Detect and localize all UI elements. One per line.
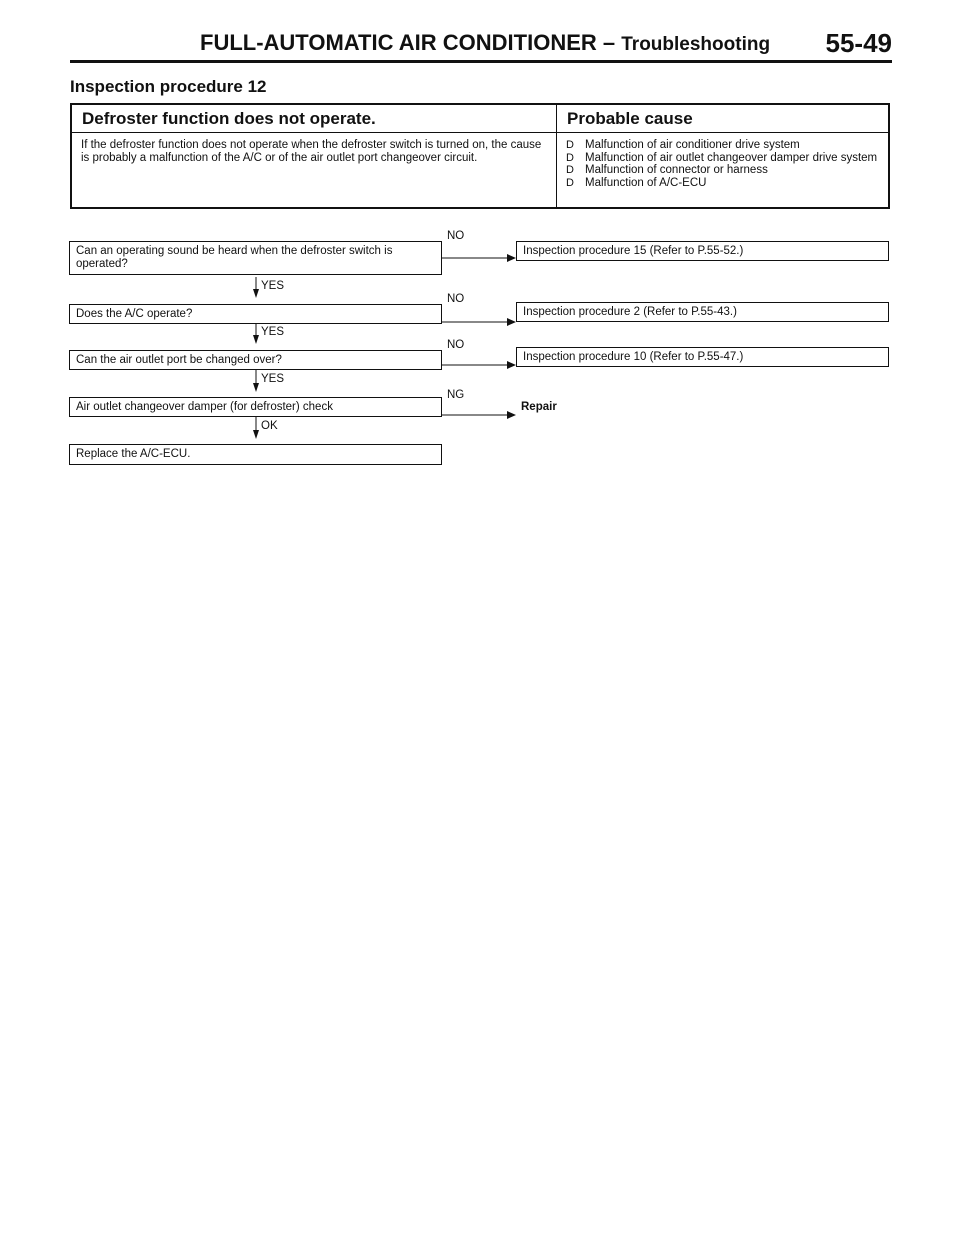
symptom-description: If the defroster function does not operate when the defroster switch is turned on, the cause is probably a malfunction of the A/C or of the air outlet port changeover circuit. <box>81 139 542 164</box>
cause-item-text: Malfunction of air outlet changeover damper drive system <box>585 151 878 164</box>
branch-label: NO <box>447 339 465 351</box>
header-title-separator: – <box>596 30 622 55</box>
header-title-main: FULL-AUTOMATIC AIR CONDITIONER <box>200 30 597 55</box>
branch-result-box: Inspection procedure 2 (Refer to P.55-43.) <box>516 302 889 322</box>
arrow-right-icon <box>507 411 516 419</box>
arrow-down-icon <box>253 383 259 392</box>
step-question-box: Does the A/C operate? <box>69 304 442 324</box>
cause-header: Probable cause <box>557 105 888 133</box>
arrow-down-icon <box>253 430 259 439</box>
bullet-icon: D <box>566 176 574 189</box>
branch-result-box: Inspection procedure 10 (Refer to P.55-47.) <box>516 347 889 367</box>
procedure-title: Inspection procedure 12 <box>70 77 267 96</box>
bullet-icon: D <box>566 139 574 151</box>
step-question-box: Can the air outlet port be changed over? <box>69 350 442 370</box>
page-number: 55-49 <box>825 28 892 58</box>
down-label: YES <box>261 373 285 385</box>
step-question-box: Air outlet changeover damper (for defroster) check <box>69 397 442 417</box>
cause-item-text: Malfunction of A/C-ECU <box>585 176 707 189</box>
arrow-right-icon <box>507 254 516 262</box>
arrow-down-icon <box>253 289 259 298</box>
final-action-box: Replace the A/C-ECU. <box>69 444 442 465</box>
bullet-icon: D <box>566 164 574 176</box>
arrow-down-icon <box>253 335 259 344</box>
branch-label: NO <box>447 293 465 305</box>
header-title-sub: Troubleshooting <box>621 34 771 55</box>
down-label: OK <box>261 420 278 432</box>
branch-result-box: Inspection procedure 15 (Refer to P.55-52.) <box>516 241 889 261</box>
step-question-box: Can an operating sound be heard when the defroster switch is operated? <box>69 241 442 275</box>
symptom-header: Defroster function does not operate. <box>72 105 556 133</box>
branch-label: NO <box>447 230 465 242</box>
arrow-right-icon <box>507 361 516 369</box>
cause-item-text: Malfunction of connector or harness <box>585 164 768 176</box>
branch-result-text: Repair <box>521 401 557 413</box>
arrow-right-icon <box>507 318 516 326</box>
bullet-icon: D <box>566 151 574 164</box>
branch-label: NG <box>447 389 465 401</box>
down-label: YES <box>261 280 285 292</box>
cause-item-text: Malfunction of air conditioner drive system <box>585 139 800 151</box>
down-label: YES <box>261 326 285 338</box>
